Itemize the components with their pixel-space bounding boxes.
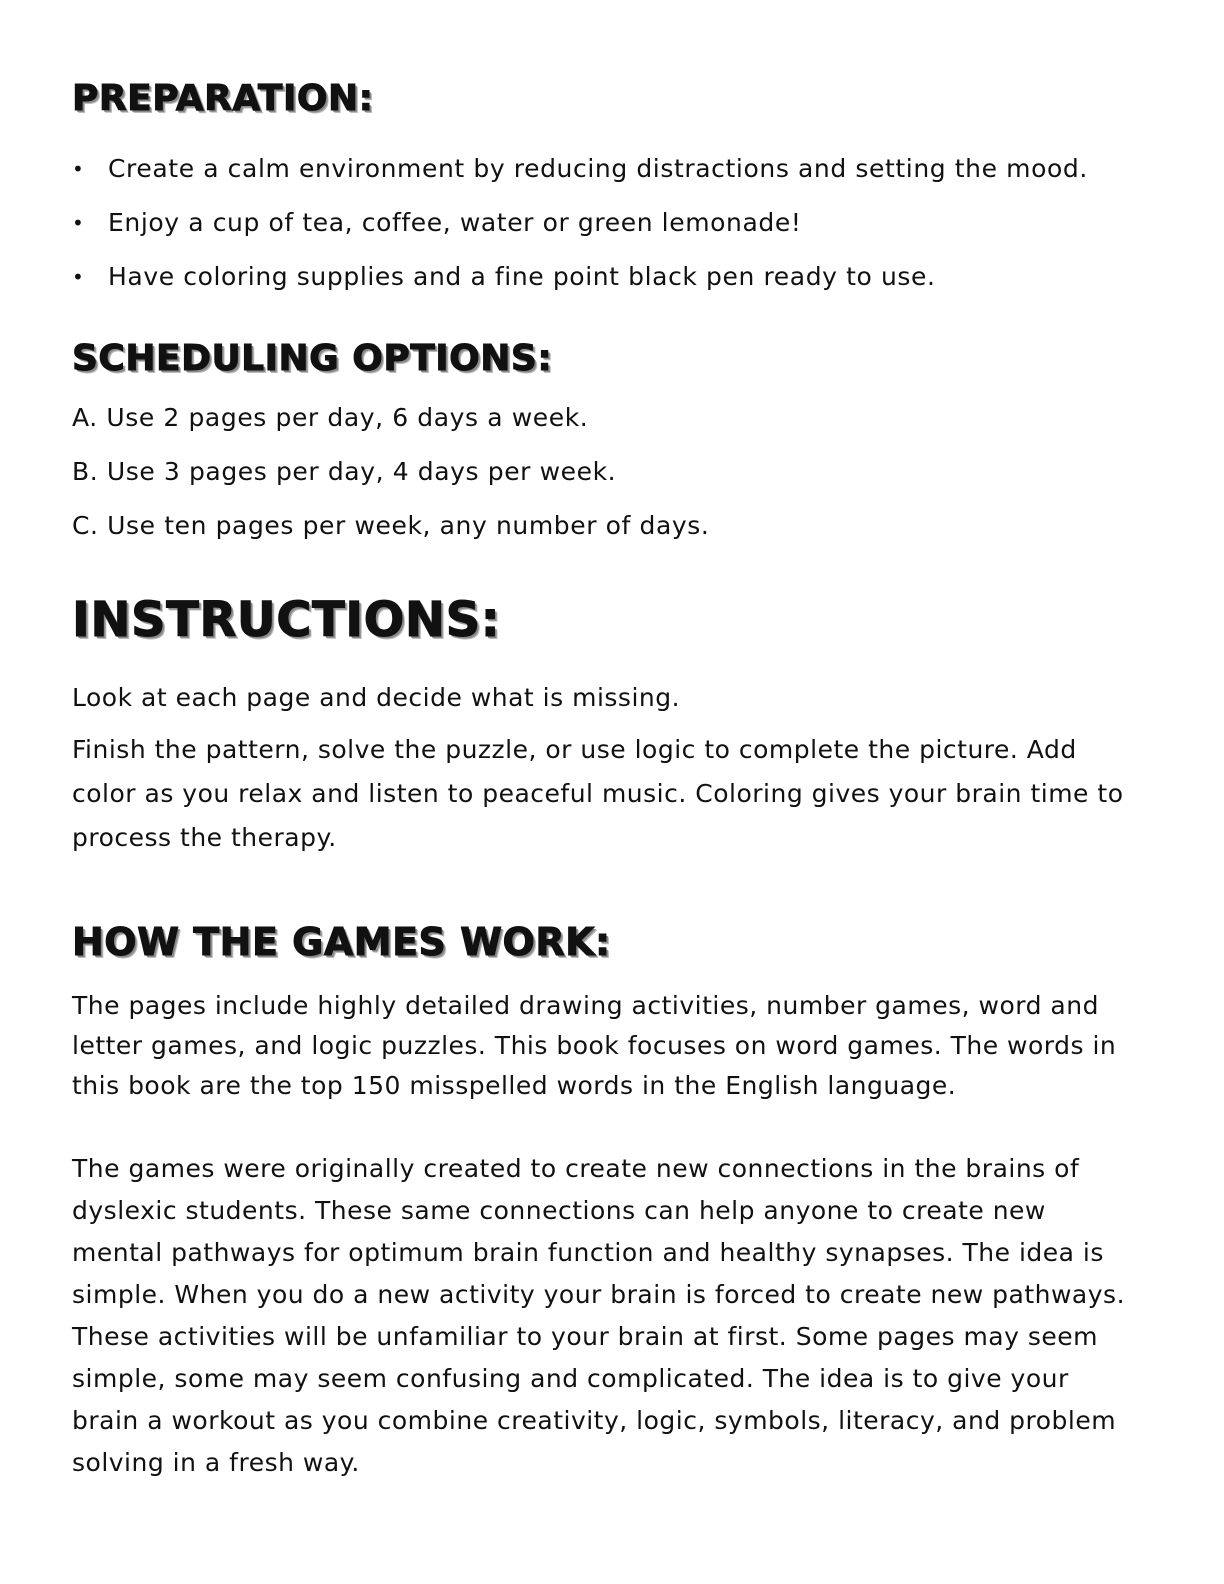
list-item: • Create a calm environment by reducing distractions and setting the mood. — [72, 150, 1088, 204]
preparation-heading: PREPARATION: — [72, 78, 374, 119]
bullet-icon: • — [72, 211, 85, 235]
list-item: • Enjoy a cup of tea, coffee, water or green lemonade! — [72, 204, 1088, 258]
instructions-line: Look at each page and decide what is missing. — [72, 683, 681, 712]
preparation-list — [72, 150, 1088, 312]
schedule-option: A. Use 2 pages per day, 6 days a week. — [72, 403, 589, 432]
schedule-option: B. Use 3 pages per day, 4 days per week. — [72, 457, 617, 486]
instructions-heading: INSTRUCTIONS: — [72, 592, 501, 648]
how-games-work-heading: HOW THE GAMES WORK: — [72, 920, 611, 964]
instructions-paragraph: Finish the pattern, solve the puzzle, or use logic to complete the picture. Add color as you relax and listen to peaceful music. Coloring gives your brain time to process the therapy. — [72, 735, 1124, 852]
games-paragraph-1: The pages include highly detailed drawing activities, number games, word and letter games, and logic puzzles. This book focuses on word games. The words in this book are the top 150 misspelled words in the English language. — [72, 991, 1117, 1100]
bullet-icon: • — [72, 157, 85, 181]
schedule-option: C. Use ten pages per week, any number of days. — [72, 511, 710, 540]
scheduling-heading: SCHEDULING OPTIONS: — [72, 338, 553, 379]
games-paragraph-2: The games were originally created to create new connections in the brains of dyslexic students. These same connections can help anyone to create new mental pathways for optimum brain function and healthy synapses. The idea is simple. When you do a new activity your brain is forced to create new pathways. These activities will be unfamiliar to your brain at first. Some pages may seem simple, some may seem confusing and complicated. The idea is to give your brain a workout as you combine creativity, logic, symbols, literacy, and problem solving in a fresh way. — [72, 1154, 1126, 1477]
list-item: • Have coloring supplies and a fine point black pen ready to use. — [72, 258, 1088, 312]
scheduling-list — [72, 400, 709, 562]
bullet-icon: • — [72, 265, 85, 289]
